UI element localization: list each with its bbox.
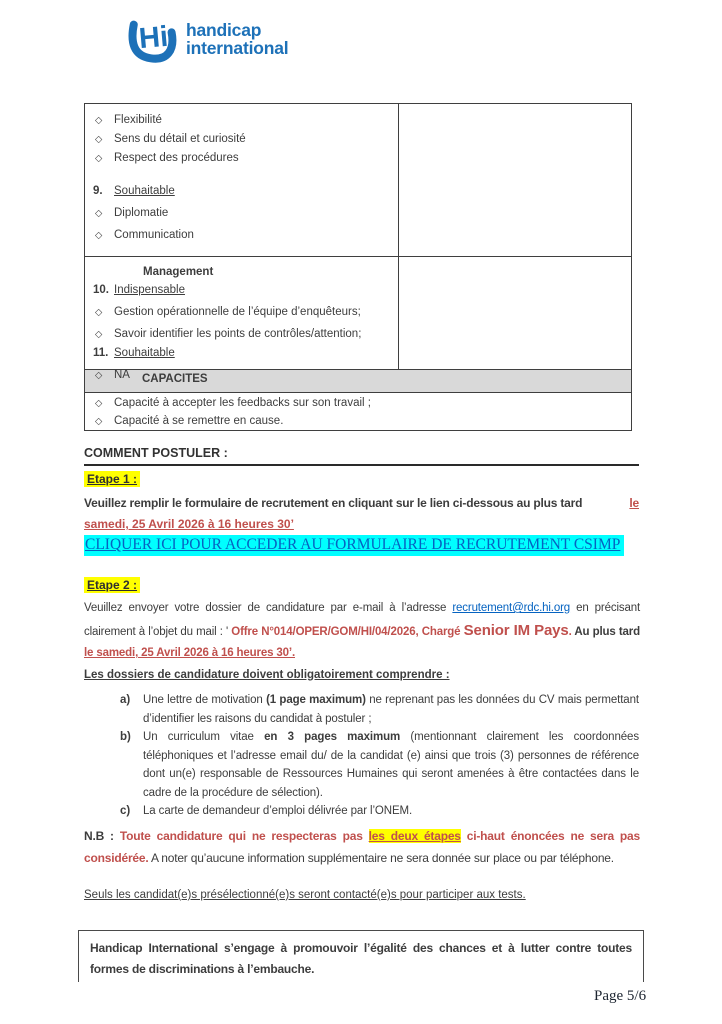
hi-hand-logo-icon [126,8,180,64]
diamond-bullet-icon: ◇ [95,398,103,409]
item-text: Capacité à se remettre en cause. [114,414,284,427]
capacites-header-label: CAPACITES [142,373,208,385]
text-segment: . [568,625,575,638]
numbered-item [93,182,392,201]
bullet-item [93,303,392,322]
text-segment: Toute candidature qui ne respecteras pas [119,829,369,843]
requirement-item [84,691,639,728]
logo-word-handicap: handicap [186,20,262,40]
bullet-item [93,366,392,385]
diamond-bullet-icon: ◇ [95,329,103,340]
logo-wordmark [186,21,288,57]
nb-note [84,826,640,869]
diamond-bullet-icon: ◇ [95,415,103,427]
text-segment: Veuillez envoyer votre dossier de candidature par e-mail à l’adresse [84,602,453,614]
equal-opportunity-text: Handicap International s’engage à promouvoir l’égalité des chances et à lutter contre toutes formes de discriminations à l’embauche. [90,941,632,976]
item-label: Souhaitable [114,347,175,359]
text-segment: ci-haut énoncées ne sera pas considérée. [84,829,641,865]
text-segment: ne reprenant pas les données du CV mais permettant d’identifier les raisons du candidat à postuler ; [143,694,639,725]
step1-text: Veuillez remplir le formulaire de recrutement en cliquant sur le lien ci-dessous au plus tard [84,496,583,510]
text-segment: N.B : [84,829,120,843]
text-segment: (mentionnant clairement les coordonnées téléphoniques et l’adresse email du/ de la candidat (e) ainsi que trois (3) personnes de référence dont un(e) responsable de Ressources Humaines qui seront amenées à être contactées dans le cadre de la procédure de sélection). [143,731,639,799]
diamond-bullet-icon: ◇ [95,230,103,241]
step1-deadline-start: le [629,496,639,510]
requirement-item [84,802,639,821]
table-cell-empty [399,104,631,256]
text-segment: en 3 pages maximum [264,731,401,743]
bullet-item [93,149,392,168]
bullet-item [93,325,392,344]
form-link-block [84,535,624,556]
table-subheading: Management [143,266,214,278]
item-text: Gestion opérationnelle de l’équipe d’enquêteurs; [114,306,361,318]
page-number: Page 5/6 [594,988,647,1004]
text-segment: Une lettre de motivation [143,694,267,706]
diamond-bullet-icon: ◇ [95,208,103,219]
text-segment: Offre N°014/OPER/GOM/HI/04/2026, Chargé [231,625,464,638]
step2-label: Etape 2 : [84,577,140,593]
step1-line1 [84,493,639,514]
bullet-item [93,204,392,223]
bullet-item [93,130,392,149]
bullet-item [93,226,392,245]
requirement-letter: c) [120,805,131,817]
item-number: 10. [93,284,109,296]
item-number: 11. [93,347,109,359]
equal-opportunity-box [78,930,644,982]
diamond-bullet-icon: ◇ [95,134,103,145]
dossiers-heading: Les dossiers de candidature doivent obligatoirement comprendre : [84,668,450,681]
diamond-bullet-icon: ◇ [95,115,103,126]
item-text: Respect des procédures [114,152,239,164]
table-cell-competencies [85,104,399,256]
item-text: Communication [114,229,194,241]
table-cell-empty [399,257,631,369]
logo-word-international: international [186,38,289,58]
bullet-item [93,111,392,130]
text-segment: le samedi, 25 Avril 2026 à 16 heures 30’. [84,647,295,659]
table-row [85,104,631,257]
text-segment: en précisant clairement à l’objet du mail : ' [84,602,640,638]
text-segment: Senior IM Pays [463,621,569,639]
text-segment: La carte de demandeur d’emploi délivrée par l’ONEM. [143,805,413,817]
diamond-bullet-icon: ◇ [95,370,103,381]
numbered-item [93,344,392,363]
capacites-items-row [85,393,631,430]
step1-section [84,471,639,535]
diamond-bullet-icon: ◇ [95,307,103,318]
requirement-text [143,802,639,821]
item-text: NA [114,369,130,381]
text-segment: Un curriculum vitae [143,731,265,743]
item-text: Flexibilité [114,114,162,126]
how-to-apply-heading: COMMENT POSTULER : [84,446,639,466]
item-text: Diplomatie [114,207,169,219]
shortlist-note: Seuls les candidat(e)s présélectionné(e)s seront contacté(e)s pour participer aux tests. [84,889,526,901]
recruitment-form-link[interactable]: CLIQUER ICI POUR ACCEDER AU FORMULAIRE DE RECRUTEMENT CSIMP [84,535,624,556]
text-segment: (1 page maximum) [266,694,366,706]
how-to-apply-section [84,446,639,466]
requirements-list [84,691,639,821]
bullet-item [93,413,623,431]
spacer [93,168,392,182]
highlighted-phrase: les deux étapes [368,829,461,843]
requirement-text [143,691,639,728]
step2-paragraph [84,598,640,665]
step1-label: Etape 1 : [84,471,140,487]
requirement-text [143,728,639,802]
email-link[interactable]: recrutement@rdc.hi.org [452,602,571,614]
item-label: Souhaitable [114,185,175,197]
step2-section [84,577,640,686]
requirement-letter: a) [120,694,131,706]
step1-deadline: samedi, 25 Avril 2026 à 16 heures 30’ [84,517,294,531]
item-text: Sens du détail et curiosité [114,133,246,145]
requirement-item [84,728,639,802]
diamond-bullet-icon: ◇ [95,153,103,164]
requirement-letter: b) [120,731,131,743]
item-label: Indispensable [114,284,185,296]
logo [126,8,288,64]
text-segment: A noter qu’aucune information supplémentaire ne sera donnée sur place ou par téléphone. [148,850,614,865]
bullet-item [93,395,623,413]
text-segment: Au plus tard [574,625,640,638]
item-text: Savoir identifier les points de contrôles/attention; [114,328,362,340]
item-number: 9. [93,185,103,197]
competencies-table [84,103,632,431]
numbered-item [93,281,392,300]
item-text: Capacité à accepter les feedbacks sur son travail ; [114,397,371,409]
svg-text:Hi: Hi [137,20,170,56]
